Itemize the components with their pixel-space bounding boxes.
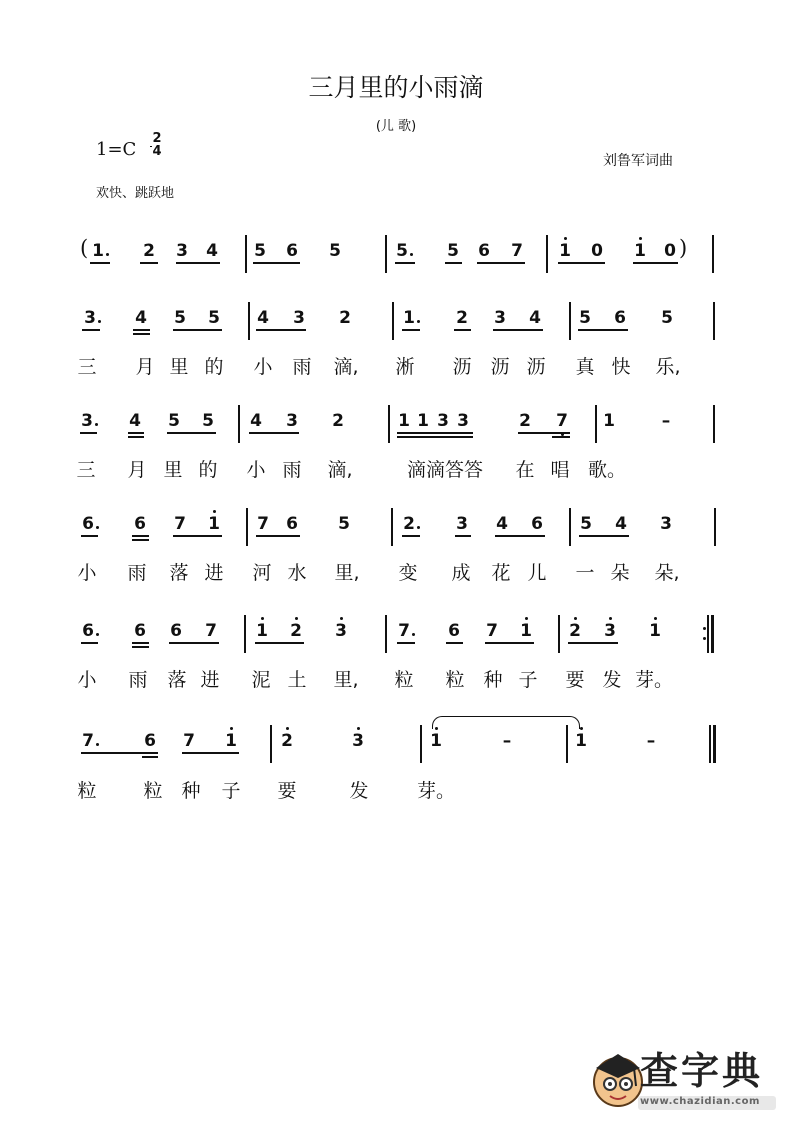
- note: 7: [511, 241, 523, 261]
- beam-line: [454, 329, 471, 331]
- augmentation-dot: [417, 526, 420, 529]
- barline: [546, 235, 548, 273]
- note: 6: [170, 621, 182, 641]
- note: 3: [456, 514, 468, 534]
- barline: [420, 725, 422, 763]
- lyric: 变: [398, 562, 418, 584]
- beam-line: [255, 642, 304, 644]
- lyric: 落: [169, 562, 189, 584]
- composer-credit: 刘鲁军词曲: [603, 153, 673, 169]
- lyric: 儿: [527, 562, 547, 584]
- lyric: 要: [277, 780, 297, 802]
- note: 5: [208, 308, 220, 328]
- lyric: 在: [515, 459, 535, 481]
- beam-line: [493, 329, 543, 331]
- note: 1: [225, 731, 237, 751]
- lyric: 雨: [292, 356, 312, 378]
- note: 3: [352, 731, 364, 751]
- high-octave-dot: [654, 617, 657, 620]
- high-octave-dot: [213, 510, 216, 513]
- lyric: 雨: [127, 562, 147, 584]
- augmentation-dot: [410, 253, 413, 256]
- lyric: 小: [253, 356, 273, 378]
- barline: [569, 302, 571, 340]
- lyric: 河: [252, 562, 272, 584]
- barline: [709, 725, 711, 763]
- augmentation-dot: [96, 633, 99, 636]
- tempo-marking: 欢快、跳跃地: [96, 186, 175, 201]
- lyric: 子: [221, 780, 241, 802]
- note: 1: [398, 411, 410, 431]
- note: 5: [447, 241, 459, 261]
- beam-line: [402, 535, 420, 537]
- note: 6: [614, 308, 626, 328]
- beam-line: [579, 535, 629, 537]
- lyric: 歌。: [587, 459, 627, 481]
- lyric: 花: [491, 562, 511, 584]
- high-octave-dot: [286, 727, 289, 730]
- lyric: 淅: [395, 356, 415, 378]
- beam-line: [132, 539, 149, 541]
- lyric: 要: [565, 669, 585, 691]
- note: 2: [332, 411, 344, 431]
- watermark-url: www.chazidian.com: [640, 1096, 760, 1107]
- beam-line: [140, 262, 158, 264]
- beam-line: [133, 329, 150, 331]
- tie-arc: [432, 716, 580, 729]
- note: 2: [281, 731, 293, 751]
- lyric: 月: [127, 459, 147, 481]
- beam-line: [142, 756, 158, 758]
- lyric: 里: [163, 459, 183, 481]
- beam-line: [253, 262, 300, 264]
- note: 6: [531, 514, 543, 534]
- lyric: 发: [349, 780, 369, 802]
- lyric: 芽。: [416, 780, 456, 802]
- note: 7: [556, 411, 568, 431]
- lyric: 粒: [143, 780, 163, 802]
- lyric: 快: [611, 356, 631, 378]
- beam-line: [397, 642, 415, 644]
- open-paren: (: [80, 236, 89, 260]
- barline: [569, 508, 571, 546]
- beam-line: [633, 262, 678, 264]
- note: 3: [81, 411, 93, 431]
- high-octave-dot: [340, 617, 343, 620]
- note: 1: [520, 621, 532, 641]
- lyric: 朵,: [654, 562, 680, 584]
- note: 4: [529, 308, 541, 328]
- note: 4: [129, 411, 141, 431]
- page-title: 三月里的小雨滴: [308, 73, 484, 102]
- note: –: [661, 411, 671, 431]
- note: –: [502, 731, 512, 751]
- barline: [388, 405, 390, 443]
- beam-line: [395, 262, 415, 264]
- beam-line: [176, 262, 220, 264]
- beam-line: [445, 262, 462, 264]
- beam-line: [446, 642, 463, 644]
- note: 2: [339, 308, 351, 328]
- lyric: 落: [167, 669, 187, 691]
- beam-line: [552, 436, 570, 438]
- note: 7: [205, 621, 217, 641]
- note: 2: [403, 514, 415, 534]
- final-barline: [711, 615, 714, 653]
- beam-line: [132, 535, 149, 537]
- note: 3: [604, 621, 616, 641]
- beam-line: [495, 535, 545, 537]
- augmentation-dot: [96, 743, 99, 746]
- note: 3: [457, 411, 469, 431]
- high-octave-dot: [564, 237, 567, 240]
- barline: [244, 615, 246, 653]
- lyric: 水: [287, 562, 307, 584]
- beam-line: [256, 535, 300, 537]
- lyric: 朵: [610, 562, 630, 584]
- repeat-dot: [703, 627, 706, 630]
- note: 6: [448, 621, 460, 641]
- lyric: 粒: [77, 780, 97, 802]
- note: 1: [256, 621, 268, 641]
- high-octave-dot: [357, 727, 360, 730]
- beam-line: [80, 432, 97, 434]
- lyric: 滴,: [327, 459, 353, 481]
- note: 4: [250, 411, 262, 431]
- beam-line: [173, 329, 222, 331]
- note: 2: [519, 411, 531, 431]
- lyric: 雨: [128, 669, 148, 691]
- note: 2: [456, 308, 468, 328]
- note: –: [646, 731, 656, 751]
- barline: [712, 235, 714, 273]
- barline: [392, 302, 394, 340]
- note: 6: [134, 514, 146, 534]
- lyric: 小: [246, 459, 266, 481]
- time-signature: [150, 132, 164, 158]
- barline: [713, 302, 715, 340]
- note: 6: [82, 621, 94, 641]
- note: 5: [579, 308, 591, 328]
- augmentation-dot: [106, 253, 109, 256]
- note: 0: [591, 241, 603, 261]
- note: 7: [257, 514, 269, 534]
- watermark-brand: 查字典: [640, 1049, 764, 1093]
- note: 7: [486, 621, 498, 641]
- meter-bottom: 4: [152, 144, 162, 159]
- high-octave-dot: [639, 237, 642, 240]
- augmentation-dot: [98, 320, 101, 323]
- lyric: 土: [287, 669, 307, 691]
- barline: [566, 725, 568, 763]
- note: 3: [335, 621, 347, 641]
- beam-line: [173, 535, 222, 537]
- note: 3: [84, 308, 96, 328]
- barline: [714, 508, 716, 546]
- barline: [707, 615, 709, 653]
- note: 5: [168, 411, 180, 431]
- note: 5: [661, 308, 673, 328]
- high-octave-dot: [295, 617, 298, 620]
- note: 6: [82, 514, 94, 534]
- barline: [385, 235, 387, 273]
- note: 4: [615, 514, 627, 534]
- note: 1: [417, 411, 429, 431]
- lyric: 进: [200, 669, 220, 691]
- note: 7: [183, 731, 195, 751]
- note: 5: [338, 514, 350, 534]
- note: 5: [329, 241, 341, 261]
- note: 4: [257, 308, 269, 328]
- subtitle: (儿 歌): [375, 119, 417, 134]
- note: 7: [82, 731, 94, 751]
- augmentation-dot: [417, 320, 420, 323]
- lyric: 雨: [282, 459, 302, 481]
- lyric: 里,: [333, 669, 359, 691]
- augmentation-dot: [412, 633, 415, 636]
- barline: [713, 405, 715, 443]
- lyric: 小: [77, 562, 97, 584]
- high-octave-dot: [525, 617, 528, 620]
- beam-line: [132, 646, 149, 648]
- barline: [595, 405, 597, 443]
- lyric: 沥: [452, 356, 472, 378]
- note: 1: [403, 308, 415, 328]
- beam-line: [81, 752, 158, 754]
- beam-line: [455, 535, 471, 537]
- beam-line: [485, 642, 534, 644]
- lyric: 乐,: [655, 356, 681, 378]
- note: 3: [494, 308, 506, 328]
- note: 1: [575, 731, 587, 751]
- high-octave-dot: [574, 617, 577, 620]
- barline: [245, 235, 247, 273]
- note: 2: [143, 241, 155, 261]
- note: 2: [569, 621, 581, 641]
- note: 6: [134, 621, 146, 641]
- lyric: 滴,: [333, 356, 359, 378]
- lyric: 一: [575, 562, 595, 584]
- final-barline: [713, 725, 716, 763]
- beam-line: [128, 436, 144, 438]
- lyric: 粒: [394, 669, 414, 691]
- lyric: 的: [198, 459, 218, 481]
- note: 1: [649, 621, 661, 641]
- lyric: 小: [77, 669, 97, 691]
- lyric: 里,: [334, 562, 360, 584]
- note: 5: [202, 411, 214, 431]
- lyric: 种: [181, 780, 201, 802]
- lyric: 子: [518, 669, 538, 691]
- lyric: 沥: [490, 356, 510, 378]
- high-octave-dot: [261, 617, 264, 620]
- beam-line: [402, 329, 420, 331]
- repeat-dot: [703, 637, 706, 640]
- beam-line: [182, 752, 239, 754]
- note: 5: [580, 514, 592, 534]
- note: 3: [176, 241, 188, 261]
- note: 6: [144, 731, 156, 751]
- lyric: 三: [76, 459, 96, 481]
- lyric: 滴滴答答: [406, 459, 484, 481]
- beam-line: [397, 432, 473, 434]
- lyric: 真: [575, 356, 595, 378]
- lyric: 沥: [526, 356, 546, 378]
- close-paren: ): [679, 236, 688, 260]
- beam-line: [132, 642, 149, 644]
- beam-line: [558, 262, 605, 264]
- note: 5: [174, 308, 186, 328]
- augmentation-dot: [96, 526, 99, 529]
- meter-top: 2: [152, 131, 162, 146]
- note: 6: [286, 514, 298, 534]
- barline: [558, 615, 560, 653]
- beam-line: [82, 329, 100, 331]
- barline: [391, 508, 393, 546]
- high-octave-dot: [230, 727, 233, 730]
- beam-line: [81, 642, 98, 644]
- beam-line: [249, 432, 299, 434]
- lyric: 月: [135, 356, 155, 378]
- beam-line: [133, 333, 150, 335]
- high-octave-dot: [609, 617, 612, 620]
- note: 7: [398, 621, 410, 641]
- lyric: 芽。: [634, 669, 674, 691]
- note: 3: [293, 308, 305, 328]
- note: 4: [496, 514, 508, 534]
- beam-line: [518, 432, 570, 434]
- note: 6: [286, 241, 298, 261]
- lyric: 三: [77, 356, 97, 378]
- barline: [385, 615, 387, 653]
- beam-line: [169, 642, 219, 644]
- beam-line: [568, 642, 618, 644]
- meter-divider: [150, 146, 152, 147]
- lyric: 进: [204, 562, 224, 584]
- note: 4: [135, 308, 147, 328]
- barline: [270, 725, 272, 763]
- lyric: 泥: [251, 669, 271, 691]
- note: 1: [92, 241, 104, 261]
- lyric: 种: [483, 669, 503, 691]
- note: 5: [254, 241, 266, 261]
- note: 3: [660, 514, 672, 534]
- lyric: 里: [169, 356, 189, 378]
- beam-line: [81, 535, 98, 537]
- beam-line: [256, 329, 306, 331]
- barline: [246, 508, 248, 546]
- note: 4: [206, 241, 218, 261]
- lyric: 的: [204, 356, 224, 378]
- note: 1: [430, 731, 442, 751]
- barline: [248, 302, 250, 340]
- note: 7: [174, 514, 186, 534]
- note: 1: [603, 411, 615, 431]
- barline: [238, 405, 240, 443]
- beam-line: [167, 432, 216, 434]
- note: 3: [286, 411, 298, 431]
- lyric: 成: [451, 562, 471, 584]
- lyric: 发: [602, 669, 622, 691]
- beam-line: [90, 262, 110, 264]
- lyric: 唱: [550, 459, 570, 481]
- note: 1: [559, 241, 571, 261]
- augmentation-dot: [95, 423, 98, 426]
- note: 1: [634, 241, 646, 261]
- note: 6: [478, 241, 490, 261]
- note: 5: [396, 241, 408, 261]
- note: 2: [290, 621, 302, 641]
- beam-line: [477, 262, 525, 264]
- beam-line: [397, 436, 473, 438]
- beam-line: [578, 329, 628, 331]
- beam-line: [128, 432, 144, 434]
- note: 3: [437, 411, 449, 431]
- key-signature: 1=C: [96, 139, 137, 160]
- lyric: 粒: [445, 669, 465, 691]
- note: 0: [664, 241, 676, 261]
- note: 1: [208, 514, 220, 534]
